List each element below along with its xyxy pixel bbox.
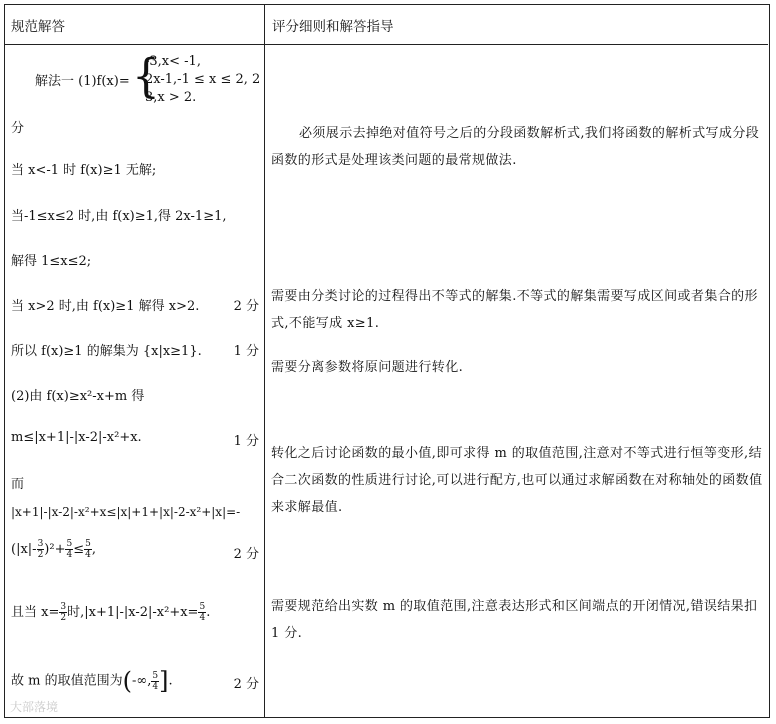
piecewise-case-1: -3,x< -1, [145, 54, 201, 69]
fraction [84, 539, 92, 560]
piecewise-case-3: 3,x > 2. [145, 90, 197, 105]
answer-formula-line [11, 539, 96, 560]
score-text: 1 分 [233, 434, 259, 449]
answer-line: 当 x>2 时,由 f(x)≥1 解得 x>2. [11, 299, 200, 314]
guide-paragraph: 需要由分类讨论的过程得出不等式的解集.不等式的解集需要写成区间或者集合的形式,不能写成 x≥1. [271, 289, 758, 331]
denominator: 4 [152, 681, 159, 692]
answer-formula-line [11, 601, 210, 623]
guide-paragraph: 需要分离参数将原问题进行转化. [271, 360, 464, 375]
answer-line: |x+1|-|x-2|-x²+x≤|x|+1+|x|-2-x²+|x|=- [11, 505, 241, 519]
answer-line: 当-1≤x≤2 时,由 f(x)≥1,得 2x-1≥1, [11, 209, 227, 224]
fraction [151, 671, 159, 692]
denominator: 4 [66, 550, 73, 560]
watermark: 大部落境 [10, 700, 59, 714]
score-text: 2 分 [233, 547, 259, 562]
denominator: 2 [37, 550, 44, 560]
formula-part: . [206, 605, 211, 620]
numerator: 3 [37, 539, 44, 549]
formula-part: 且当 x= [11, 605, 60, 620]
guide-paragraph: 转化之后讨论函数的最小值,即可求得 m 的取值范围,注意对不等式进行恒等变形,结合二次函数的性质进行讨论,可以进行配方,也可以通过求解函数在对称轴处的函数值来求解最值. [271, 446, 763, 515]
answer-line: 所以 f(x)≥1 的解集为 {x|x≥1}. [11, 344, 202, 359]
score-text: 2 分 [233, 299, 259, 314]
header-grading-guide: 评分细则和解答指导 [272, 19, 394, 35]
fraction [59, 602, 67, 623]
score-text: 分 [11, 121, 25, 136]
guide-paragraph: 必须展示去掉绝对值符号之后的分段函数解析式,我们将函数的解析式写成分段函数的形式是处理该类问题的最常规做法. [271, 126, 760, 168]
formula-part: (|x|- [11, 542, 37, 557]
formula-part: 故 m 的取值范围为 [11, 673, 123, 689]
left-paren: ( [122, 667, 132, 695]
piecewise-prefix: 解法一 (1)f(x)= [35, 74, 130, 89]
header-standard-answer: 规范解答 [11, 19, 65, 35]
answer-line: (2)由 f(x)≥x²-x+m 得 [11, 389, 145, 404]
piecewise-brace: { [132, 49, 160, 104]
answer-line: 解得 1≤x≤2; [11, 254, 92, 269]
piecewise-case-2: 2x-1,-1 ≤ x ≤ 2, 2 [145, 72, 261, 87]
column-divider [264, 5, 265, 717]
formula-part: -∞, [131, 673, 152, 689]
formula-part: 时,|x+1|-|x-2|-x²+x= [67, 605, 199, 620]
denominator: 2 [60, 613, 67, 623]
denominator: 4 [85, 550, 91, 560]
score-text: 2 分 [233, 677, 259, 692]
answer-line: 而 [11, 477, 25, 492]
numerator: 5 [66, 539, 73, 549]
answer-table [4, 4, 770, 718]
numerator: 5 [199, 602, 206, 612]
grading-guide-column [271, 45, 765, 717]
right-bracket: ] [159, 667, 169, 695]
guide-paragraph: 需要规范给出实数 m 的取值范围,注意表达形式和区间端点的开闭情况,错误结果扣 1 分. [271, 599, 758, 641]
formula-part: ≤ [73, 542, 85, 557]
score-text: 1 分 [233, 344, 259, 359]
numerator: 5 [85, 539, 91, 549]
formula-part: . [168, 673, 173, 689]
numerator: 5 [152, 670, 159, 681]
answer-line: m≤|x+1|-|x-2|-x²+x. [11, 430, 142, 445]
answer-formula-line [11, 667, 173, 695]
standard-answer-column [11, 45, 259, 717]
formula-part: , [91, 542, 96, 557]
numerator: 3 [60, 602, 67, 612]
formula-part: )²+ [44, 542, 66, 557]
answer-line: 当 x<-1 时 f(x)≥1 无解; [11, 163, 157, 178]
denominator: 4 [199, 613, 206, 623]
